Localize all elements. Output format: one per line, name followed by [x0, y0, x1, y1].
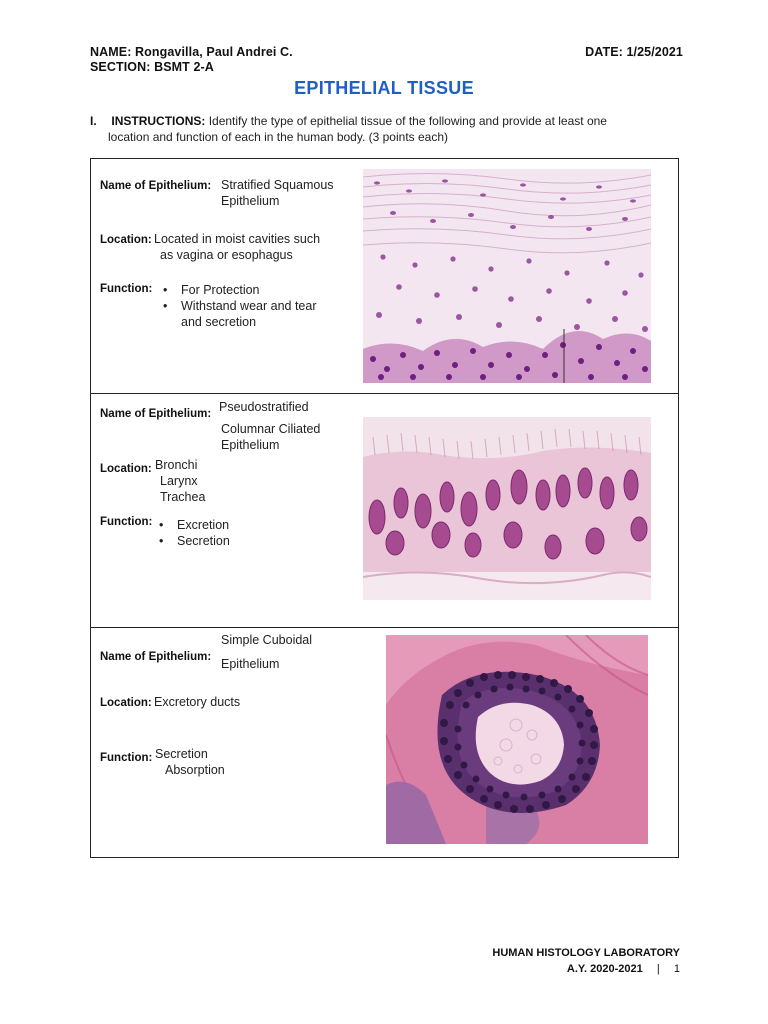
list-item: Secretion [155, 747, 208, 761]
epithelium-name [221, 177, 334, 209]
list-item: • For Protection [161, 282, 321, 298]
epithelium-name [219, 399, 320, 453]
simple-cuboidal-micrograph [386, 635, 648, 844]
location-line: Located in moist cavities such [154, 232, 321, 246]
location-line: Trachea [160, 490, 206, 504]
function-list [157, 517, 297, 549]
page-title: EPITHELIAL TISSUE [294, 78, 474, 98]
location-line: Larynx [160, 474, 198, 488]
list-item: • Excretion [157, 517, 297, 533]
table-row [91, 159, 678, 394]
footer-academic-year: A.Y. 2020-2021 [566, 963, 643, 975]
footer-year-page [567, 963, 680, 975]
list-item: • Withstand wear and tear and secretion [161, 298, 321, 330]
function-list [155, 746, 225, 778]
location-line: as vagina or esophagus [160, 248, 293, 262]
table-row [91, 628, 678, 857]
pseudostratified-columnar-micrograph [363, 417, 651, 600]
name-line: Columnar Ciliated [221, 422, 321, 436]
function-list [161, 282, 321, 330]
stratified-squamous-micrograph [363, 169, 651, 383]
location-value [155, 457, 205, 505]
name-line: Stratified Squamous [221, 178, 334, 192]
name-line: Simple Cuboidal [221, 633, 313, 647]
page-number: 1 [673, 963, 680, 975]
footer-lab-name: HUMAN HISTOLOGY LABORATORY [492, 947, 680, 959]
instructions-line-1: Identify the type of epithelial tissue of the following and provide at least one [208, 114, 607, 128]
instructions-block [90, 113, 690, 145]
instructions-label: INSTRUCTIONS: [111, 114, 206, 128]
function-label: Function: [100, 516, 153, 528]
name-label: Name of Epithelium: [100, 651, 212, 663]
name-line: Epithelium [221, 194, 280, 208]
epithelium-name [221, 632, 312, 672]
function-label: Function: [100, 752, 153, 764]
name-line: Pseudostratified [219, 400, 309, 414]
student-name: NAME: Rongavilla, Paul Andrei C. [90, 45, 293, 59]
table-row [91, 394, 678, 628]
location-value: Excretory ducts [154, 695, 241, 709]
document-date: DATE: 1/25/2021 [585, 45, 683, 59]
name-label: Name of Epithelium: [100, 180, 212, 192]
name-label: Name of Epithelium: [100, 408, 212, 420]
location-line: Bronchi [155, 458, 198, 472]
epithelium-table [90, 158, 679, 858]
list-item: Absorption [165, 763, 225, 777]
student-section: SECTION: BSMT 2-A [90, 60, 214, 74]
list-item: • Secretion [157, 533, 297, 549]
name-line: Epithelium [221, 438, 280, 452]
location-label: Location: [100, 234, 152, 246]
location-label: Location: [100, 463, 152, 475]
footer-separator: | [656, 963, 660, 975]
function-label: Function: [100, 283, 153, 295]
name-line: Epithelium [221, 657, 280, 671]
instructions-line-2: location and function of each in the human body. (3 points each) [108, 130, 449, 144]
instructions-number: I. [90, 114, 97, 128]
location-label: Location: [100, 697, 152, 709]
location-value [154, 231, 320, 263]
